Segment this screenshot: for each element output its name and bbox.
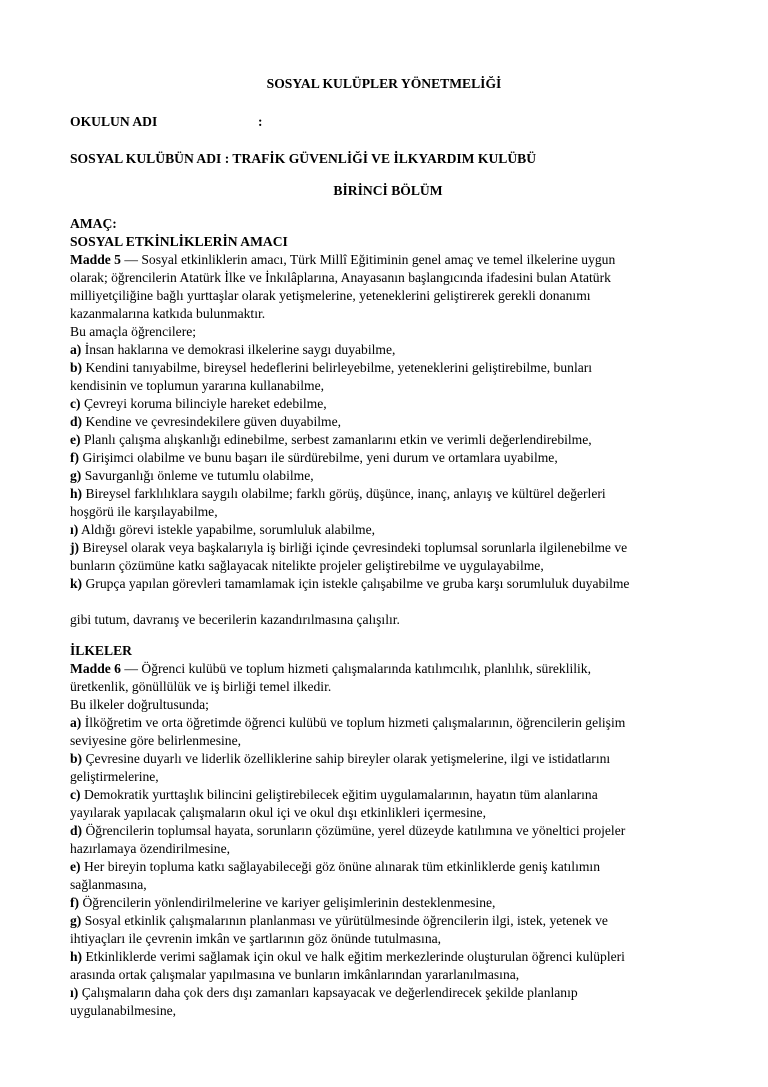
amac-closing: gibi tutum, davranış ve becerilerin kazandırılmasına çalışılır. — [70, 612, 400, 627]
item-label: a) — [70, 715, 82, 730]
madde-6-label: Madde 6 — [70, 661, 121, 676]
madde-5-label: Madde 5 — [70, 252, 121, 267]
item-text: ihtiyaçları ile çevrenin imkân ve şartlarının göz önünde tutulmasına, — [70, 931, 442, 946]
item-text: Bireysel farklılıklara saygılı olabilme; farklı görüş, düşünce, inanç, anlayış ve kültürel değerleri — [82, 486, 606, 501]
ilkeler-item — [70, 877, 147, 893]
amac-item — [70, 342, 395, 358]
ilkeler-item — [70, 841, 230, 857]
item-label: e) — [70, 432, 81, 447]
item-label: g) — [70, 913, 82, 928]
item-text: Etkinliklerde verimi sağlamak için okul ve halk eğitim merkezlerinde oluşturulan öğrenci kulüpleri — [82, 949, 625, 964]
amac-item — [70, 486, 606, 502]
amac-item — [70, 504, 218, 520]
item-text: seviyesine göre belirlenmesine, — [70, 733, 241, 748]
item-text: Grupça yapılan görevleri tamamlamak için istekle çalışabilme ve gruba karşı sorumluluk duyabilme — [82, 576, 630, 591]
club-name-value: : TRAFİK GÜVENLİĞİ VE İLKYARDIM KULÜBÜ — [224, 151, 537, 166]
item-text: hazırlamaya özendirilmesine, — [70, 841, 231, 856]
item-text: bunların çözümüne katkı sağlayacak nitelikte projeler geliştirebilme ve uygulayabilme, — [70, 558, 544, 573]
item-text: Çevreyi koruma bilinciyle hareket edebilme, — [80, 396, 327, 411]
item-text: Bireysel olarak veya başkalarıyla iş birliği içinde çevresindeki toplumsal sorunlarla ilgilenebilme ve — [79, 540, 628, 555]
item-label: c) — [70, 396, 81, 411]
ilkeler-item — [70, 787, 598, 803]
item-label: b) — [70, 360, 83, 375]
ilkeler-item — [70, 967, 519, 983]
section-heading-text: BİRİNCİ BÖLÜM — [333, 183, 443, 198]
item-text: İnsan haklarına ve demokrasi ilkelerine saygı duyabilme, — [81, 342, 396, 357]
item-text: İlköğretim ve orta öğretimde öğrenci kulübü ve toplum hizmeti çalışmalarının, öğrencilerin gelişim — [81, 715, 626, 730]
item-label: ı) — [70, 522, 79, 537]
item-label: c) — [70, 787, 81, 802]
amac-item — [70, 450, 558, 466]
amac-item — [70, 396, 327, 412]
item-text: Çalışmaların daha çok ders dışı zamanları kapsayacak ve değerlendirecek şekilde planlanıp — [78, 985, 578, 1000]
club-name-label: SOSYAL KULÜBÜN ADI — [70, 151, 222, 166]
item-label: f) — [70, 895, 80, 910]
section-heading — [0, 183, 768, 199]
item-text: Planlı çalışma alışkanlığı edinebilme, serbest zamanlarını etkin ve verimli değerlendirebilme, — [80, 432, 592, 447]
amac-item — [70, 558, 544, 574]
ilkeler-item — [70, 823, 625, 839]
madde-5-line-3: milliyetçiliğine bağlı yurttaşlar olarak yetişmelerine, yeteneklerini geliştirerek gerekli donanımı — [70, 288, 591, 303]
item-text: arasında ortak çalışmalar yapılmasına ve bunların imkânlarından yararlanılmasına, — [70, 967, 520, 982]
item-label: d) — [70, 823, 83, 838]
amac-intro: Bu amaçla öğrencilere; — [70, 324, 197, 339]
school-name-label: OKULUN ADI — [70, 114, 158, 129]
madde-5-line — [70, 252, 615, 268]
amac-item — [70, 522, 375, 538]
amac-subheading: SOSYAL ETKİNLİKLERİN AMACI — [70, 234, 288, 249]
madde-5-line-2: olarak; öğrencilerin Atatürk İlke ve İnkılâplarına, Anayasanın başlangıcında ifadesini bulan Atatürk — [70, 270, 611, 285]
item-label: k) — [70, 576, 83, 591]
school-name-row — [70, 114, 263, 130]
item-text: Sosyal etkinlik çalışmalarının planlanması ve yürütülmesinde öğrencilerin ilgi, istek, yetenek ve — [81, 913, 608, 928]
item-text: geliştirmelerine, — [70, 769, 159, 784]
item-label: d) — [70, 414, 83, 429]
amac-item — [70, 468, 314, 484]
item-text: yayılarak yapılacak çalışmaların okul içi ve okul dışı etkinlikleri içermesine, — [70, 805, 486, 820]
ilkeler-item — [70, 949, 625, 965]
ilkeler-item — [70, 985, 578, 1001]
ilkeler-item — [70, 895, 495, 911]
item-text: Aldığı görevi istekle yapabilme, sorumluluk alabilme, — [78, 522, 376, 537]
amac-item — [70, 576, 629, 592]
item-text: hoşgörü ile karşılayabilme, — [70, 504, 218, 519]
item-text: Çevresine duyarlı ve liderlik özelliklerine sahip bireyler olarak yetişmelerine, ilgi ve istidatlarını — [82, 751, 611, 766]
ilkeler-item — [70, 931, 441, 947]
item-label: ı) — [70, 985, 79, 1000]
document-title: SOSYAL KULÜPLER YÖNETMELİĞİ — [266, 76, 502, 91]
item-text: Kendine ve çevresindekilere güven duyabilme, — [82, 414, 342, 429]
amac-heading: AMAÇ: — [70, 216, 117, 231]
item-text: uygulanabilmesine, — [70, 1003, 177, 1018]
item-text: Girişimci olabilme ve bunu başarı ile sürdürebilme, yeni durum ve ortamlara uyabilme, — [79, 450, 558, 465]
ilkeler-item — [70, 913, 608, 929]
amac-item — [70, 432, 592, 448]
item-text: Her bireyin topluma katkı sağlayabileceği göz önüne alınarak tüm etkinliklerde geniş katılımın — [80, 859, 600, 874]
madde-5-text: — Sosyal etkinliklerin amacı, Türk Millî Eğitiminin genel amaç ve temel ilkelerine uygun — [120, 252, 616, 267]
item-text: kendisinin ve toplumun yararına kullanabilme, — [70, 378, 325, 393]
item-text: Savurganlığı önleme ve tutumlu olabilme, — [81, 468, 314, 483]
item-label: h) — [70, 486, 83, 501]
madde-6-line-2: üretkenlik, gönüllülük ve iş birliği temel ilkedir. — [70, 679, 332, 694]
club-name-row — [70, 151, 536, 167]
madde-6-line — [70, 661, 591, 677]
ilkeler-item — [70, 805, 486, 821]
item-label: h) — [70, 949, 83, 964]
ilkeler-intro: Bu ilkeler doğrultusunda; — [70, 697, 209, 712]
ilkeler-item — [70, 1003, 176, 1019]
ilkeler-item — [70, 733, 241, 749]
ilkeler-item — [70, 751, 610, 767]
item-text: Kendini tanıyabilme, bireysel hedeflerini belirleyebilme, yeteneklerini geliştirebilme, bunları — [82, 360, 593, 375]
ilkeler-item — [70, 769, 159, 785]
item-text: Öğrencilerin toplumsal hayata, sorunların çözümüne, yerel düzeyde katılımına ve yöneltici projeler — [82, 823, 626, 838]
item-label: b) — [70, 751, 83, 766]
ilkeler-item — [70, 715, 625, 731]
amac-item — [70, 414, 341, 430]
madde-5-line-4: kazanmalarına katkıda bulunmaktır. — [70, 306, 266, 321]
item-text: Demokratik yurttaşlık bilincini geliştirebilecek eğitim uygulamalarının, hayatın tüm alanlarına — [80, 787, 598, 802]
amac-item — [70, 540, 627, 556]
item-label: j) — [70, 540, 80, 555]
school-name-colon: : — [258, 114, 263, 129]
amac-item — [70, 360, 592, 376]
ilkeler-heading: İLKELER — [70, 643, 132, 658]
item-text: Öğrencilerin yönlendirilmelerine ve kariyer gelişimlerinin desteklenmesine, — [79, 895, 496, 910]
item-text: sağlanmasına, — [70, 877, 147, 892]
item-label: g) — [70, 468, 82, 483]
amac-item — [70, 378, 324, 394]
item-label: e) — [70, 859, 81, 874]
item-label: f) — [70, 450, 80, 465]
item-label: a) — [70, 342, 82, 357]
madde-6-text: — Öğrenci kulübü ve toplum hizmeti çalışmalarında katılımcılık, planlılık, süreklilik, — [120, 661, 592, 676]
ilkeler-item — [70, 859, 600, 875]
